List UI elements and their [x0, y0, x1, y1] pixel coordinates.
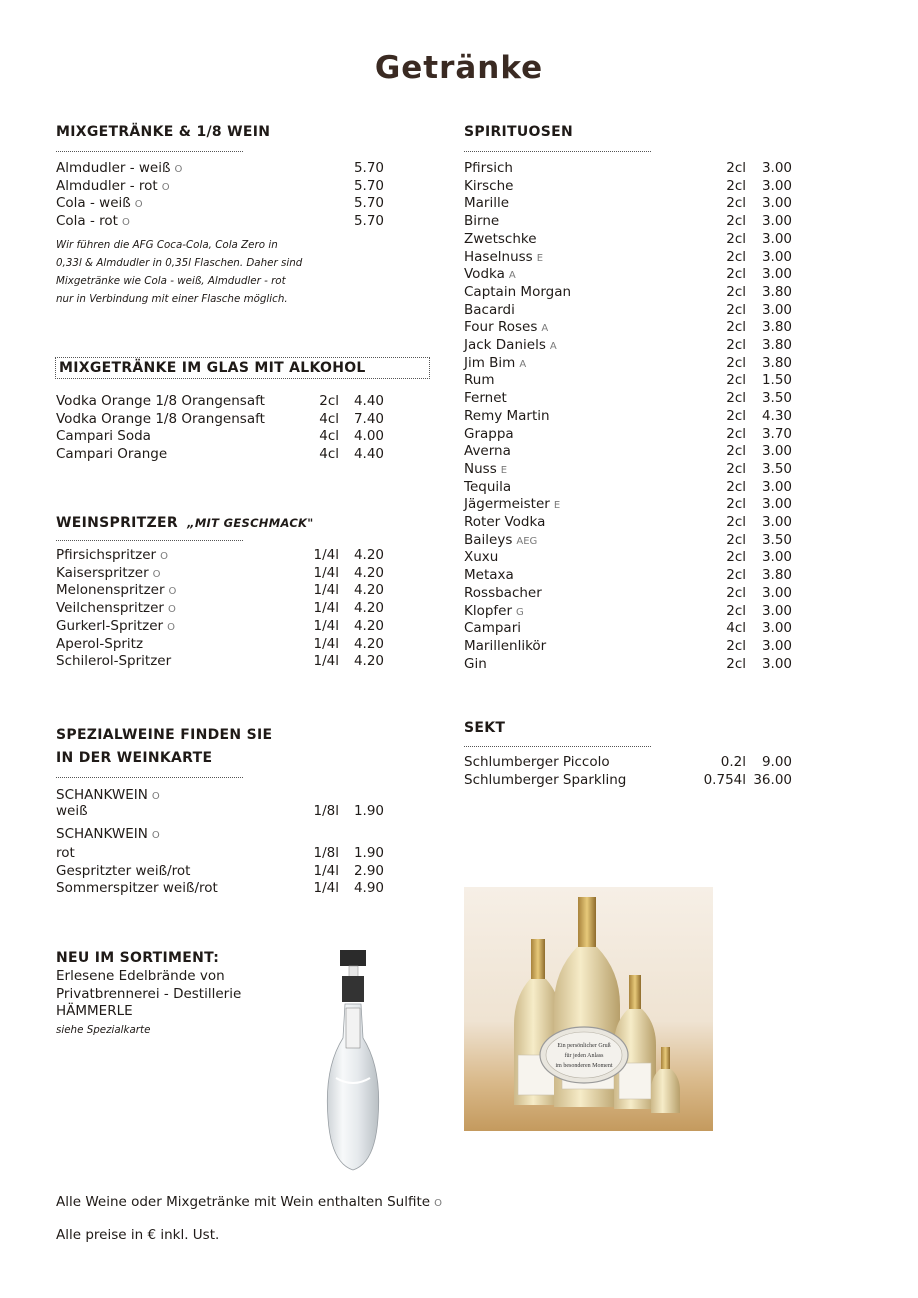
note-line: Wir führen die AFG Coca-Cola, Cola Zero in: [56, 239, 278, 251]
item-price: 3.00: [761, 602, 792, 619]
item-name: Gin: [464, 655, 487, 672]
item-name: Cola - weiß: [56, 195, 131, 212]
item-volume: 2cl: [726, 425, 746, 442]
item-name: Almdudler - weiß: [56, 160, 171, 176]
footer-sulfite-text: Alle Weine oder Mixgetränke mit Wein enthalten Sulfite: [56, 1194, 431, 1210]
menu-row: [464, 408, 792, 426]
item-price: 3.80: [761, 319, 792, 336]
item-name: Vodka: [464, 266, 505, 283]
item-name: Veilchenspritzer: [56, 600, 164, 617]
allergen-tag: A: [519, 358, 527, 370]
menu-row: [464, 337, 792, 355]
menu-row: [56, 565, 384, 583]
tin-text-1: Ein persönlicher Gruß: [557, 1043, 611, 1049]
tin-text-2: für jeden Anlass: [564, 1053, 604, 1059]
menu-row: [464, 603, 792, 621]
menu-row: [56, 863, 384, 881]
menu-row: [56, 195, 384, 213]
item-name-wrap: [56, 195, 143, 214]
item-name: Jack Daniels: [464, 337, 546, 353]
item-price: 3.80: [761, 567, 792, 584]
item-name-wrap: [464, 249, 543, 268]
menu-row: [464, 656, 792, 674]
item-name-wrap: [464, 355, 526, 374]
item-name: Nuss: [464, 460, 497, 477]
menu-row: [56, 618, 384, 636]
menu-row: [464, 284, 792, 302]
new-note: siehe Spezialkarte: [56, 1024, 151, 1036]
item-price: 4.40: [353, 446, 384, 463]
section-title-mixgetraenke-alkohol: MIXGETRÄNKE IM GLAS MIT ALKOHOL: [55, 357, 430, 379]
item-name: Roter Vodka: [464, 514, 546, 530]
item-volume: 2cl: [726, 248, 746, 265]
allergen-tag: O: [151, 830, 160, 841]
item-name: Schlumberger Piccolo: [464, 754, 610, 770]
footer-prices: Alle preise in € inkl. Ust.: [56, 1227, 220, 1243]
schankwein-label-text: SCHANKWEIN: [56, 826, 148, 842]
item-name: Rossbacher: [464, 584, 542, 601]
new-line-3: HÄMMERLE: [56, 1003, 133, 1019]
item-volume: 1/4l: [313, 600, 339, 617]
item-volume: 0.754l: [703, 771, 746, 788]
item-volume: 1/4l: [313, 547, 339, 563]
item-volume: 2cl: [726, 655, 746, 672]
section-title-mixgetraenke: MIXGETRÄNKE & 1/8 WEIN: [56, 124, 271, 140]
menu-row: [56, 160, 384, 178]
item-volume: 2cl: [319, 393, 339, 409]
allergen-tag: O: [134, 199, 143, 211]
item-price: 3.50: [761, 460, 792, 477]
item-price: 5.70: [353, 195, 384, 212]
menu-row: [464, 355, 792, 373]
note-line: nur in Verbindung mit einer Flasche möglich.: [56, 293, 288, 305]
allergen-tag: E: [500, 464, 508, 476]
item-price: 3.00: [761, 443, 792, 460]
sekt-bottles-photo: [464, 887, 713, 1131]
item-name-wrap: [464, 496, 560, 515]
schankwein-label: [56, 826, 160, 845]
menu-row: [464, 549, 792, 567]
menu-row: [464, 443, 792, 461]
allergen-tag: A: [549, 341, 557, 352]
menu-row: [464, 231, 792, 249]
menu-row: [56, 636, 384, 654]
item-name: Campari: [464, 620, 521, 637]
allergen-tag: E: [553, 500, 561, 512]
item-volume: 1/4l: [313, 862, 339, 879]
menu-row: [464, 390, 792, 408]
item-volume: 2cl: [726, 549, 746, 566]
item-volume: 2cl: [726, 637, 746, 654]
item-volume: 2cl: [726, 496, 746, 513]
menu-row: [56, 411, 384, 429]
section-divider: [464, 151, 651, 152]
section-divider: [56, 540, 243, 541]
item-name: weiß: [56, 803, 88, 819]
menu-row: [56, 582, 384, 600]
item-price: 3.00: [761, 177, 792, 194]
menu-row: [56, 600, 384, 618]
allergen-tag: E: [536, 252, 544, 264]
item-price: 5.70: [353, 177, 384, 194]
menu-row: [464, 772, 792, 790]
item-price: 3.50: [761, 390, 792, 407]
menu-row: [56, 653, 384, 671]
item-price: 4.20: [353, 547, 384, 563]
item-name-wrap: [56, 160, 182, 179]
item-volume: 2cl: [726, 531, 746, 548]
item-price: 4.30: [761, 407, 792, 424]
item-name-wrap: [56, 618, 175, 637]
item-name: Birne: [464, 213, 500, 230]
item-price: 3.00: [761, 301, 792, 318]
allergen-tag: O: [434, 1198, 442, 1209]
section-title-sekt: SEKT: [464, 720, 506, 736]
menu-row: [464, 461, 792, 479]
item-price: 1.90: [353, 803, 384, 819]
item-name: Remy Martin: [464, 407, 550, 424]
menu-row: [464, 479, 792, 497]
item-name: Vodka Orange 1/8 Orangensaft: [56, 410, 265, 427]
item-name: Baileys: [464, 531, 513, 548]
item-name: Melonenspritzer: [56, 582, 165, 599]
item-name: Campari Orange: [56, 446, 168, 463]
item-volume: 2cl: [726, 390, 746, 407]
item-volume: 2cl: [726, 230, 746, 247]
item-name: Gespritzter weiß/rot: [56, 862, 191, 879]
menu-row: [56, 845, 384, 863]
menu-row: [464, 754, 792, 772]
item-price: 4.20: [353, 617, 384, 634]
item-name: Almdudler - rot: [56, 177, 158, 194]
item-volume: 1/4l: [313, 582, 339, 599]
allergen-tag: A: [508, 270, 516, 282]
item-volume: 1/8l: [313, 845, 339, 861]
item-price: 3.50: [761, 531, 792, 548]
section-title-neu: NEU IM SORTIMENT:: [56, 950, 220, 966]
section-title-spezialweine-1: SPEZIALWEINE FINDEN SIE: [56, 727, 273, 743]
item-price: 4.00: [353, 428, 384, 445]
item-name: Pfirsichspritzer: [56, 547, 157, 563]
section-title-spezialweine-2: IN DER WEINKARTE: [56, 750, 213, 766]
item-name: Vodka Orange 1/8 Orangensaft: [56, 393, 265, 409]
item-name: Bacardi: [464, 301, 515, 318]
item-name: Gurkerl-Spritzer: [56, 617, 164, 634]
item-price: 3.00: [761, 496, 792, 513]
new-line-2: Privatbrennerei - Destillerie: [56, 985, 242, 1002]
menu-row: [464, 514, 792, 532]
menu-row: [464, 160, 792, 178]
item-price: 4.20: [353, 564, 384, 581]
item-name: Xuxu: [464, 549, 499, 566]
allergen-tag: O: [152, 568, 161, 580]
item-price: 3.00: [761, 655, 792, 672]
item-name: Captain Morgan: [464, 283, 572, 300]
allergen-tag: A: [541, 323, 549, 335]
item-volume: 1/8l: [313, 803, 339, 819]
section-title-spirituosen: SPIRITUOSEN: [464, 124, 574, 140]
item-name-wrap: [464, 461, 507, 480]
menu-row: [464, 620, 792, 638]
item-name: Schilerol-Spritzer: [56, 653, 172, 670]
gift-tin: [540, 1027, 628, 1083]
bottle-cap: [340, 950, 366, 966]
item-volume: 2cl: [726, 478, 746, 495]
item-price: 4.90: [353, 880, 384, 897]
note-line: 0,33l & Almdudler in 0,35l Flaschen. Daher sind: [56, 257, 303, 269]
item-name-wrap: [56, 213, 130, 232]
item-volume: 2cl: [726, 283, 746, 300]
item-name: Aperol-Spritz: [56, 635, 144, 652]
weinspritzer-title: WEINSPRITZER: [56, 515, 178, 531]
item-price: 3.00: [761, 266, 792, 283]
item-name: Grappa: [464, 425, 514, 442]
item-name: Marille: [464, 195, 510, 212]
menu-row: [464, 319, 792, 337]
menu-row: [464, 178, 792, 196]
item-price: 5.70: [353, 160, 384, 176]
item-volume: 1/4l: [313, 653, 339, 670]
menu-row: [464, 426, 792, 444]
item-volume: 2cl: [726, 195, 746, 212]
menu-row: [464, 532, 792, 550]
item-name: Cola - rot: [56, 213, 118, 230]
item-volume: 1/4l: [313, 617, 339, 634]
item-volume: 4cl: [319, 428, 339, 445]
item-price: 4.40: [353, 393, 384, 409]
menu-row: [464, 372, 792, 390]
item-price: 4.20: [353, 653, 384, 670]
item-volume: 2cl: [726, 514, 746, 530]
allergen-tag: O: [161, 181, 170, 193]
allergen-tag: O: [167, 604, 176, 616]
item-name-wrap: [56, 547, 168, 566]
item-price: 3.00: [761, 620, 792, 637]
item-price: 2.90: [353, 862, 384, 879]
item-price: 3.00: [761, 549, 792, 566]
item-name: Jägermeister: [464, 496, 550, 513]
item-name: Kirsche: [464, 177, 514, 194]
menu-row: [464, 213, 792, 231]
allergen-tag: O: [168, 586, 177, 598]
allergen-tag: G: [516, 606, 524, 618]
item-name: Zwetschke: [464, 230, 537, 247]
menu-row: [56, 393, 384, 411]
item-price: 1.50: [761, 372, 792, 389]
item-name: Jim Bim: [464, 354, 516, 371]
item-price: 4.20: [353, 635, 384, 652]
menu-row: [56, 213, 384, 231]
item-volume: 4cl: [319, 410, 339, 427]
item-volume: 1/4l: [313, 564, 339, 581]
item-name: Klopfer: [464, 602, 513, 619]
allergen-tag: O: [151, 791, 160, 802]
item-price: 3.00: [761, 584, 792, 601]
item-price: 4.20: [353, 582, 384, 599]
menu-row: [56, 178, 384, 196]
item-name-wrap: [56, 582, 176, 601]
item-name: Averna: [464, 443, 511, 460]
item-name: Haselnuss: [464, 248, 533, 265]
item-name: Schlumberger Sparkling: [464, 771, 627, 788]
section-divider: [464, 746, 651, 747]
menu-row: [56, 446, 384, 464]
menu-row: [464, 585, 792, 603]
menu-row: [464, 567, 792, 585]
item-volume: 0.2l: [720, 754, 746, 770]
menu-row: [464, 266, 792, 284]
item-name: rot: [56, 845, 75, 861]
item-volume: 2cl: [726, 354, 746, 371]
item-volume: 2cl: [726, 460, 746, 477]
item-name: Pfirsich: [464, 160, 513, 176]
item-volume: 1/4l: [313, 635, 339, 652]
item-volume: 2cl: [726, 337, 746, 353]
section-divider: [56, 777, 243, 778]
item-price: 3.00: [761, 514, 792, 530]
item-volume: 2cl: [726, 443, 746, 460]
menu-row: [464, 638, 792, 656]
menu-row: [464, 302, 792, 320]
item-volume: 4cl: [726, 620, 746, 637]
item-name-wrap: [464, 319, 548, 338]
item-name-wrap: [464, 266, 516, 285]
item-price: 36.00: [753, 771, 792, 788]
item-name-wrap: [464, 532, 537, 551]
item-name: Metaxa: [464, 567, 514, 584]
item-volume: 2cl: [726, 177, 746, 194]
item-volume: 2cl: [726, 213, 746, 230]
item-volume: 2cl: [726, 319, 746, 336]
new-line-1: Erlesene Edelbrände von: [56, 968, 225, 984]
section-title-weinspritzer: [56, 515, 314, 531]
item-name-wrap: [56, 178, 170, 197]
allergen-tag: O: [121, 217, 130, 229]
weinspritzer-subtitle: „MIT GESCHMACK": [187, 516, 314, 530]
note-line: Mixgetränke wie Cola - weiß, Almdudler - rot: [56, 275, 286, 287]
allergen-tag: O: [174, 164, 183, 175]
allergen-tag: AEG: [516, 535, 538, 547]
item-price: 3.00: [761, 230, 792, 247]
page-title: Getränke: [374, 50, 544, 86]
menu-row: [56, 547, 384, 565]
menu-row: [464, 195, 792, 213]
menu-row: [56, 880, 384, 898]
item-name: Campari Soda: [56, 428, 151, 445]
item-volume: 1/4l: [313, 880, 339, 897]
item-name: Fernet: [464, 390, 507, 407]
item-volume: 2cl: [726, 160, 746, 176]
item-volume: 2cl: [726, 301, 746, 318]
menu-row: [56, 803, 384, 821]
allergen-tag: O: [160, 551, 168, 562]
item-volume: 2cl: [726, 584, 746, 601]
item-name: Kaiserspritzer: [56, 564, 149, 581]
item-price: 3.70: [761, 425, 792, 442]
schnapps-bottle-image: [318, 948, 388, 1174]
item-volume: 4cl: [319, 446, 339, 463]
item-price: 3.00: [761, 195, 792, 212]
item-volume: 2cl: [726, 266, 746, 283]
item-price: 3.80: [761, 337, 792, 353]
item-name-wrap: [464, 337, 557, 356]
item-price: 4.20: [353, 600, 384, 617]
item-name-wrap: [56, 600, 176, 619]
item-price: 3.00: [761, 160, 792, 176]
item-price: 3.80: [761, 283, 792, 300]
item-volume: 2cl: [726, 372, 746, 389]
item-name: Marillenlikör: [464, 637, 547, 654]
item-price: 3.00: [761, 637, 792, 654]
item-price: 3.00: [761, 478, 792, 495]
item-price: 5.70: [353, 213, 384, 230]
footer-sulfite: [56, 1194, 442, 1210]
item-name: Rum: [464, 372, 495, 389]
item-price: 1.90: [353, 845, 384, 861]
menu-row: [464, 496, 792, 514]
item-name: Tequila: [464, 478, 512, 495]
item-price: 3.00: [761, 248, 792, 265]
allergen-tag: O: [167, 621, 175, 633]
item-price: 7.40: [353, 410, 384, 427]
menu-row: [464, 249, 792, 267]
section-divider: [56, 151, 243, 152]
schankwein-label-text: SCHANKWEIN: [56, 787, 148, 803]
item-price: 3.80: [761, 354, 792, 371]
item-price: 3.00: [761, 213, 792, 230]
item-name: Sommerspitzer weiß/rot: [56, 880, 218, 897]
menu-row: [56, 428, 384, 446]
item-volume: 2cl: [726, 567, 746, 584]
item-volume: 2cl: [726, 602, 746, 619]
item-name: Four Roses: [464, 319, 538, 336]
item-volume: 2cl: [726, 407, 746, 424]
tin-text-3: im besonderen Moment: [555, 1063, 613, 1069]
item-price: 9.00: [761, 754, 792, 770]
item-name-wrap: [56, 565, 161, 584]
item-name-wrap: [464, 603, 524, 622]
